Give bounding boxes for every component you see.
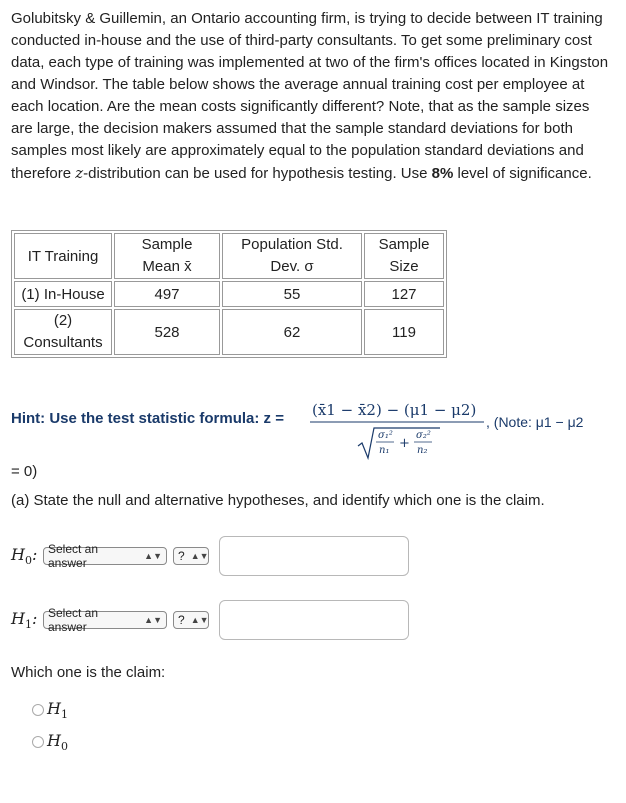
h0-parameter-select[interactable]: Select an answer ▲▼ xyxy=(43,547,167,565)
formula-numerator: (x̄1 − x̄2) − (μ1 − μ2) xyxy=(312,401,477,419)
h0-label: $H_0$: xyxy=(11,544,38,568)
h1-row xyxy=(11,600,409,640)
table-row xyxy=(14,309,444,355)
note-end: = 0) xyxy=(11,463,38,480)
h1-value-input[interactable] xyxy=(219,600,409,640)
row-sd: 62 xyxy=(222,309,362,355)
row-size: 119 xyxy=(364,309,444,355)
h0-row xyxy=(11,536,409,576)
header-sample-mean: Sample Mean x̄ xyxy=(114,233,220,279)
claim-question: Which one is the claim: xyxy=(11,664,166,681)
h0-relation-select[interactable]: ? ▲▼ xyxy=(173,547,209,565)
significance-level: 8% xyxy=(431,165,454,182)
row-size: 127 xyxy=(364,281,444,307)
row-label: (1) In-House xyxy=(14,281,112,307)
data-table xyxy=(11,230,447,358)
table-row xyxy=(14,281,444,307)
chevron-updown-icon: ▲▼ xyxy=(190,551,209,561)
header-sample-size: Sample Size xyxy=(364,233,444,279)
row-mean: 528 xyxy=(114,309,220,355)
chevron-updown-icon: ▲▼ xyxy=(144,551,162,561)
row-label: (2) Consultants xyxy=(14,309,112,355)
h1-label: $H_1$: xyxy=(11,608,38,632)
h1-relation-select[interactable]: ? ▲▼ xyxy=(173,611,209,629)
part-a-prompt: (a) State the null and alternative hypotheses, and identify which one is the claim. xyxy=(11,492,545,509)
claim-option-h1[interactable]: $H_1$ xyxy=(32,699,68,721)
row-mean: 497 xyxy=(114,281,220,307)
test-statistic-formula xyxy=(270,398,626,468)
formula-note: , (Note: μ1 − μ2 xyxy=(486,414,584,430)
h1-parameter-select[interactable]: Select an answer ▲▼ xyxy=(43,611,167,629)
plus-sign: + xyxy=(399,436,410,451)
hint-label: Hint: Use the test statistic formula: z = xyxy=(11,410,284,427)
row-sd: 55 xyxy=(222,281,362,307)
sigma2-sq: σ₂² xyxy=(416,430,431,441)
sigma1-sq: σ₁² xyxy=(378,430,393,441)
radio-button[interactable] xyxy=(32,704,44,716)
n1: n₁ xyxy=(379,445,390,456)
claim-option-h0[interactable]: $H_0$ xyxy=(32,731,68,753)
chevron-updown-icon: ▲▼ xyxy=(144,615,162,625)
z-symbol: z xyxy=(75,164,84,182)
h0-value-input[interactable] xyxy=(219,536,409,576)
problem-statement: Golubitsky & Guillemin, an Ontario accounting firm, is trying to decide between IT training conducted in-house and the use of third-party consultants. To get some preliminary cost data, each type of training was implemented at two of the firm's offices located in Kingston and Windsor. The table below shows the average annual training cost per employee at each location. Are the mean costs significantly different? Note, that as the sample sizes are large, the decision makers assumed that the sample standard deviations for both samples most likely are approximately equal to the population standard deviations and therefore z-distribution can be used for hypothesis testing. Use 8% level of significance. xyxy=(11,10,609,182)
chevron-updown-icon: ▲▼ xyxy=(190,615,209,625)
header-population-sd: Population Std. Dev. σ xyxy=(222,233,362,279)
header-it-training: IT Training xyxy=(14,233,112,279)
n2: n₂ xyxy=(417,445,428,456)
radio-button[interactable] xyxy=(32,736,44,748)
